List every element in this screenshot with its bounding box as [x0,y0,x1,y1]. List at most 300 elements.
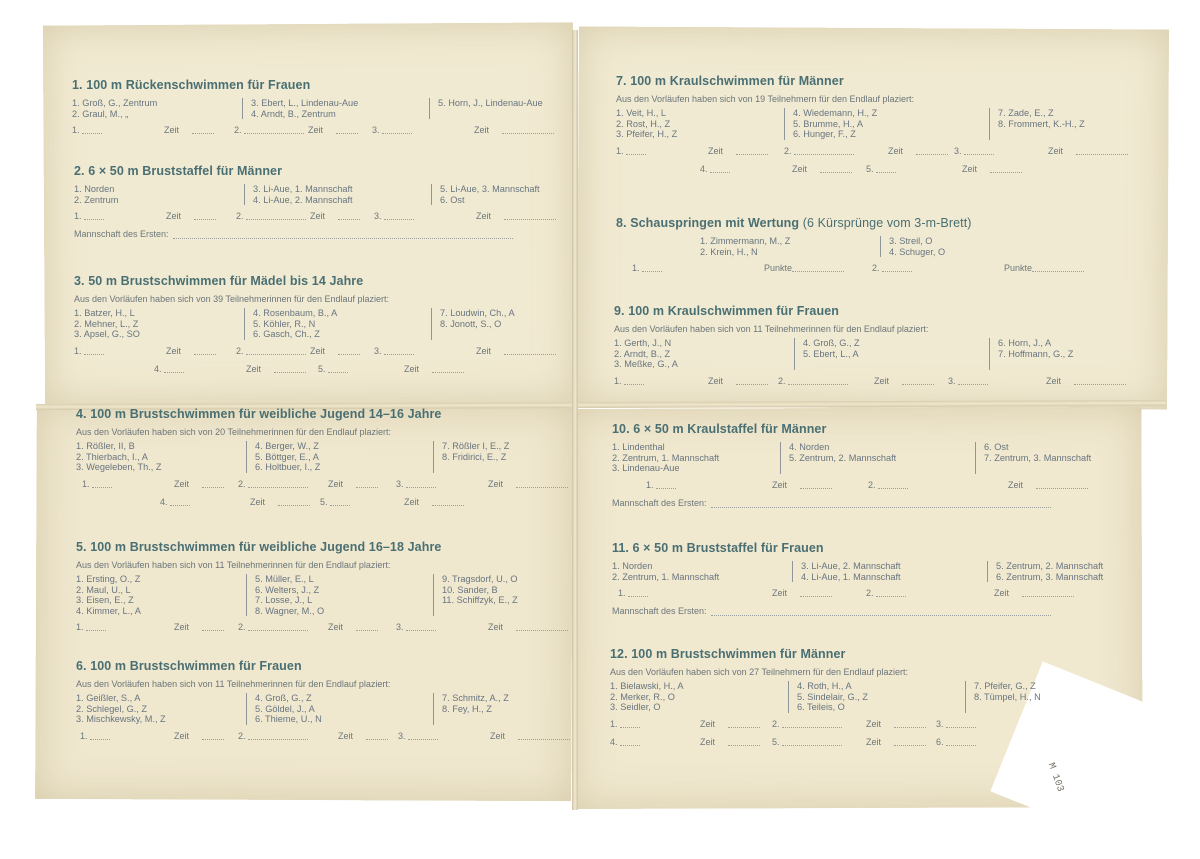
fill-in-line[interactable] [336,125,358,134]
fill-in-line[interactable] [502,125,554,134]
participant-column [74,308,244,340]
time-label: Punkte [1004,263,1033,273]
fill-in-line[interactable] [736,146,768,155]
time-label: Zeit [328,622,344,632]
fill-in-line[interactable] [338,346,360,355]
fill-in-line[interactable] [246,211,306,220]
participant-entry: 2. Krein, H., N [700,246,758,257]
event-e8 [616,216,1049,275]
result-row [610,737,1134,749]
event-title-text: 2. 6 × 50 m Bruststaffel für Männer [74,164,283,178]
fill-in-line[interactable] [518,731,570,740]
participant-entry: 5. Zentrum, 2. Mannschaft [789,452,897,463]
time-label: Zeit [772,588,788,598]
place-label: 3. [398,730,406,741]
team-winner-line [612,498,1144,508]
team-winner-line [74,229,600,239]
participant-columns [76,574,602,616]
participant-entry: 7. Schmitz, A., Z [442,693,509,703]
participant-entry: 2. Zentrum, 1. Mannschaft [612,452,720,463]
fill-in-line[interactable] [90,731,110,740]
participant-entry: 7. Zentrum, 3. Mannschaft [984,452,1092,463]
time-label: Zeit [708,145,724,156]
fill-in-line[interactable] [516,479,568,488]
participant-entry: 4. Berger, W., Z [255,441,319,451]
participant-entry: 3. Streil, O [889,236,933,246]
fill-in-line[interactable] [656,480,676,489]
time-label: Zeit [250,496,266,507]
participant-columns [610,681,1134,713]
participant-columns [616,108,1158,140]
participant-column [989,338,1158,370]
event-title [74,164,600,178]
participant-entry: 3. Eisen, E., Z [76,595,134,605]
participant-column [246,693,433,725]
participant-entry: 6. Thieme, U., N [255,714,322,724]
time-label: Zeit [1048,145,1064,156]
fill-in-line[interactable] [711,499,1051,508]
participant-entry: 4. Arndt, B., Zentrum [251,108,336,119]
event-e10 [612,422,1144,508]
participant-entry: 2. Schlegel, G., Z [76,703,147,714]
event-title [72,78,598,92]
stamp-code: M 103 [1044,761,1066,794]
fill-in-line[interactable] [82,125,102,134]
time-label: Zeit [994,588,1010,598]
fill-in-line[interactable] [711,607,1051,616]
fill-in-line[interactable] [516,622,568,631]
event-e6 [76,659,602,743]
participant-entry: 2. Thierbach, I., A [76,451,148,462]
result-row [76,622,602,634]
time-label: Zeit [166,345,182,356]
fill-in-line[interactable] [170,497,190,506]
fill-in-line[interactable] [338,211,360,220]
result-row [612,588,1156,600]
participant-entry: 4. Wiedemann, H., Z [793,108,878,118]
event-intro: Aus den Vorläufen haben sich von 11 Teilnehmerinnen für den Endlauf plaziert: [76,560,391,570]
time-label: Zeit [490,730,506,741]
fill-in-line[interactable] [356,479,378,488]
result-row [616,164,1158,176]
participant-entry: 5. Horn, J., Lindenau-Aue [438,98,543,108]
event-title [612,541,1156,555]
fill-in-line[interactable] [788,376,848,385]
participant-entry: 2. Rost, H., Z [616,118,671,129]
participant-column [612,442,780,474]
fill-in-line[interactable] [728,737,760,746]
place-label: 1. [632,263,640,273]
fill-in-line[interactable] [1074,376,1126,385]
participant-entry: 1. Geißler, S., A [76,693,141,703]
time-label: Zeit [338,730,354,741]
participant-entry: 3. Lindenau-Aue [612,463,680,473]
participant-entry: 1. Veit, H., L [616,108,667,118]
participant-entry: 7. Hoffmann, G., Z [998,348,1074,359]
participant-entry: 6. Welters, J., Z [255,584,320,595]
participant-entry: 1. Zimmermann, M., Z [700,236,791,246]
participant-column [246,574,433,616]
event-e4 [76,407,602,509]
participant-entry: 4. Norden [789,442,830,452]
event-intro: Aus den Vorläufen haben sich von 39 Teilnehmerinnen für den Endlauf plaziert: [74,294,390,304]
participant-entry: 3. Meßke, G., A [614,359,678,369]
participant-column [975,442,1144,474]
event-title-text: 10. 6 × 50 m Kraulstaffel für Männer [612,422,827,436]
time-label: Zeit [866,718,882,729]
fill-in-line[interactable] [84,211,104,220]
fill-in-line[interactable] [782,737,842,746]
time-label: Zeit [246,363,262,374]
place-label: 1. [74,211,82,221]
fill-in-line[interactable] [782,719,842,728]
event-e5 [76,540,602,634]
participant-entry: 4. Kimmer, L., A [76,605,141,616]
fill-in-line[interactable] [274,364,306,373]
time-label: Zeit [310,345,326,356]
team-winner-label: Mannschaft des Ersten: [612,606,707,616]
result-row [76,479,602,491]
participant-entry: 1. Ersting, O., Z [76,574,141,584]
participant-entry: 1. Gerth, J., N [614,338,672,348]
fill-in-line[interactable] [504,211,556,220]
place-label: 2. [236,345,244,356]
fill-in-line[interactable] [800,588,832,597]
fill-in-line[interactable] [278,497,310,506]
place-label: 4. [610,736,618,747]
participant-entry: 9. Tragsdorf, U., O [442,574,518,584]
fill-in-line[interactable] [946,737,976,746]
participant-column [784,108,989,140]
fill-in-line[interactable] [964,146,994,155]
time-label: Zeit [476,345,492,356]
fill-in-line[interactable] [384,211,414,220]
time-label: Zeit [328,478,344,489]
fill-in-line[interactable] [794,146,854,155]
participant-column [788,681,965,713]
participant-entry: 8. Tümpel, H., N [974,691,1041,702]
time-label: Zeit [962,163,978,174]
participant-entry: 6. Horn, J., A [998,338,1052,348]
participant-column [433,574,602,616]
fill-in-line[interactable] [710,164,730,173]
fill-in-line[interactable] [192,125,214,134]
time-label: Zeit [700,718,716,729]
place-label: 1. [616,145,624,156]
fill-in-line[interactable] [202,731,224,740]
fill-in-line[interactable] [432,364,464,373]
participant-columns [612,561,1156,582]
participant-columns [76,693,602,725]
fill-in-line[interactable] [1076,146,1128,155]
time-label: Zeit [404,363,420,374]
participant-entry: 4. Li-Aue, 1. Mannschaft [801,571,901,582]
fill-in-line[interactable] [1032,263,1084,272]
place-label: 3. [954,145,962,156]
team-winner-label: Mannschaft des Ersten: [612,497,707,508]
fill-in-line[interactable] [894,737,926,746]
place-label: 2. [772,718,780,729]
place-label: 1. [618,588,626,598]
fill-in-line[interactable] [86,622,106,631]
place-label: 2. [238,478,246,489]
participant-column [612,561,792,582]
result-row [612,480,1144,492]
participant-entry: 4. Li-Aue, 2. Mannschaft [253,194,353,205]
result-row [614,376,1158,388]
event-e7 [616,74,1158,176]
event-title [76,407,602,421]
participant-entry: 5. Ebert, L., A [803,348,859,359]
participant-column [433,693,602,725]
participant-entry: 2. Zentrum [74,194,119,205]
participant-entry: 5. Li-Aue, 3. Mannschaft [440,184,540,194]
fill-in-line[interactable] [620,737,640,746]
fill-in-line[interactable] [878,480,908,489]
participant-columns [700,236,1049,257]
place-label: 3. [936,718,944,729]
fill-in-line[interactable] [876,164,896,173]
fill-in-line[interactable] [736,376,768,385]
fill-in-line[interactable] [504,346,556,355]
participant-column [610,681,788,713]
place-label: 1. [72,125,80,135]
fill-in-line[interactable] [432,497,464,506]
place-label: 5. [320,496,328,507]
participant-entry: 8. Wagner, M., O [255,605,325,616]
participant-entry: 3. Apsel, G., SO [74,329,140,339]
event-title-text: 3. 50 m Brustschwimmen für Mädel bis 14 Jahre [74,274,364,288]
fill-in-line[interactable] [194,346,216,355]
place-label: 1. [74,345,82,356]
time-label: Zeit [708,375,724,386]
time-label: Zeit [310,211,326,221]
participant-column [700,236,880,257]
participant-column [431,308,600,340]
event-intro: Aus den Vorläufen haben sich von 11 Teilnehmerinnen für den Endlauf plaziert: [76,679,391,689]
place-label: 3. [948,375,956,386]
participant-column [792,561,987,582]
time-label: Zeit [866,736,882,747]
place-label: 3. [372,125,380,135]
time-label: Zeit [174,730,190,741]
fill-in-line[interactable] [84,346,104,355]
participant-entry: 4. Groß, G., Z [803,338,860,348]
participant-entry: 1. Groß, G., Zentrum [72,98,158,108]
fill-in-line[interactable] [384,346,414,355]
participant-column [74,184,244,205]
fill-in-line[interactable] [728,719,760,728]
team-winner-label: Mannschaft des Ersten: [74,229,169,239]
fill-in-line[interactable] [800,480,832,489]
result-row [74,364,600,376]
participant-column [244,184,431,205]
event-title-text: 11. 6 × 50 m Bruststaffel für Frauen [612,541,824,555]
participant-column [987,561,1156,582]
event-title-text: 7. 100 m Kraulschwimmen für Männer [616,74,844,88]
time-label: Zeit [308,125,324,135]
participant-column [76,441,246,473]
participant-entry: 7. Loudwin, Ch., A [440,308,515,318]
place-label: 1. [646,479,654,490]
participant-entry: 3. Mischkewsky, M., Z [76,714,166,724]
fill-in-line[interactable] [202,479,224,488]
fill-in-line[interactable] [624,376,644,385]
place-label: 2. [778,375,786,386]
event-title-text: 1. 100 m Rückenschwimmen für Frauen [72,78,311,92]
participant-entry: 3. Li-Aue, 1. Mannschaft [253,184,353,194]
participant-entry: 6. Hunger, F., Z [793,129,856,139]
time-label: Zeit [1046,375,1062,386]
fill-in-line[interactable] [406,479,436,488]
place-label: 3. [396,478,404,489]
fill-in-line[interactable] [876,588,906,597]
fill-in-line[interactable] [356,622,378,631]
participant-column [431,184,600,205]
participant-entry: 2. Arndt, B., Z [614,348,671,359]
participant-entry: 5. Zentrum, 2. Mannschaft [996,561,1104,571]
result-row [72,125,598,137]
time-label: Punkte [764,263,793,273]
participant-columns [74,184,600,205]
fill-in-line[interactable] [244,125,304,134]
participant-entry: 6. Ost [984,442,1009,452]
time-label: Zeit [488,478,504,489]
place-label: 6. [936,736,944,747]
participant-entry: 1. Norden [612,561,653,571]
participant-columns [612,442,1144,474]
fill-in-line[interactable] [916,146,948,155]
event-title-suffix: (6 Kürsprünge vom 3-m-Brett) [802,216,972,230]
fill-in-line[interactable] [194,211,216,220]
participant-column [780,442,975,474]
event-title [76,659,602,673]
fill-in-line[interactable] [1022,588,1074,597]
fill-in-line[interactable] [248,622,308,631]
event-e1 [72,78,598,137]
time-label: Zeit [164,125,180,135]
time-label: Zeit [772,479,788,490]
place-label: 5. [866,163,874,174]
event-intro: Aus den Vorläufen haben sich von 11 Teilnehmerinnen für den Endlauf plaziert: [614,324,929,334]
place-label: 5. [318,363,326,374]
place-label: 1. [76,622,84,632]
place-label: 4. [154,363,162,374]
place-label: 4. [160,496,168,507]
time-label: Zeit [404,496,420,507]
fill-in-line[interactable] [626,146,646,155]
event-title [610,647,1134,661]
participant-entry: 8. Fridirici, E., Z [442,451,507,462]
participant-entry: 6. Teileis, O [797,702,845,712]
participant-columns [76,441,602,473]
time-label: Zeit [166,211,182,221]
fill-in-line[interactable] [248,479,308,488]
event-title [612,422,1144,436]
fill-in-line[interactable] [620,719,640,728]
participant-entry: 2. Graul, M., „ [72,108,129,119]
result-row [616,263,1049,275]
time-label: Zeit [888,145,904,156]
participant-columns [614,338,1158,370]
participant-entry: 3. Ebert, L., Lindenau-Aue [251,98,359,108]
fill-in-line[interactable] [628,588,648,597]
event-e12 [610,647,1134,749]
fill-in-line[interactable] [248,731,308,740]
fill-in-line[interactable] [164,364,184,373]
fill-in-line[interactable] [330,497,350,506]
event-e3 [74,274,600,376]
participant-entry: 5. Müller, E., L [255,574,314,584]
fill-in-line[interactable] [92,479,112,488]
time-label: Zeit [488,622,504,632]
fill-in-line[interactable] [328,364,348,373]
fill-in-line[interactable] [894,719,926,728]
place-label: 1. [614,375,622,386]
fill-in-line[interactable] [946,719,976,728]
fill-in-line[interactable] [882,263,912,272]
participant-column [76,693,246,725]
place-label: 1. [80,730,88,741]
fill-in-line[interactable] [792,263,844,272]
fill-in-line[interactable] [246,346,306,355]
fill-in-line[interactable] [202,622,224,631]
event-intro: Aus den Vorläufen haben sich von 20 Teilnehmerinnen für den Endlauf plaziert: [76,427,392,437]
participant-entry: 8. Jonott, S., O [440,318,502,329]
fill-in-line[interactable] [990,164,1022,173]
place-label: 1. [82,478,90,489]
result-row [76,497,602,509]
participant-entry: 4. Rosenbaum, B., A [253,308,338,318]
participant-entry: 11. Schiffzyk, E., Z [442,595,518,605]
participant-entry: 2. Maul, U., L [76,584,131,595]
participant-entry: 7. Pfeifer, G., Z [974,681,1036,691]
participant-entry: 3. Li-Aue, 2. Mannschaft [801,561,901,571]
time-label: Zeit [792,163,808,174]
fill-in-line[interactable] [902,376,934,385]
fill-in-line[interactable] [1036,480,1088,489]
place-label: 2. [234,125,242,135]
event-intro: Aus den Vorläufen haben sich von 19 Teilnehmern für den Endlauf plaziert: [616,94,915,104]
fill-in-line[interactable] [366,731,388,740]
event-title-text: 8. Schauspringen mit Wertung [616,216,800,230]
participant-column [989,108,1158,140]
participant-entry: 8. Fey, H., Z [442,703,492,714]
fill-in-line[interactable] [408,731,438,740]
fill-in-line[interactable] [820,164,852,173]
fill-in-line[interactable] [382,125,412,134]
fill-in-line[interactable] [958,376,988,385]
time-label: Zeit [874,375,890,386]
participant-entry: 1. Norden [74,184,115,194]
fill-in-line[interactable] [173,230,513,239]
participant-column [246,441,433,473]
participant-column [433,441,602,473]
participant-entry: 7. Rößler I, E., Z [442,441,510,451]
participant-entry: 1. Batzer, H., L [74,308,135,318]
time-label: Zeit [1008,479,1024,490]
participant-columns [72,98,598,119]
event-e11 [612,541,1156,616]
event-title [616,74,1158,88]
result-row [610,719,1134,731]
fill-in-line[interactable] [406,622,436,631]
fill-in-line[interactable] [642,263,662,272]
participant-column [429,98,598,119]
participant-column [76,574,246,616]
participant-entry: 3. Seidler, O [610,702,661,712]
participant-entry: 4. Schuger, O [889,246,946,257]
